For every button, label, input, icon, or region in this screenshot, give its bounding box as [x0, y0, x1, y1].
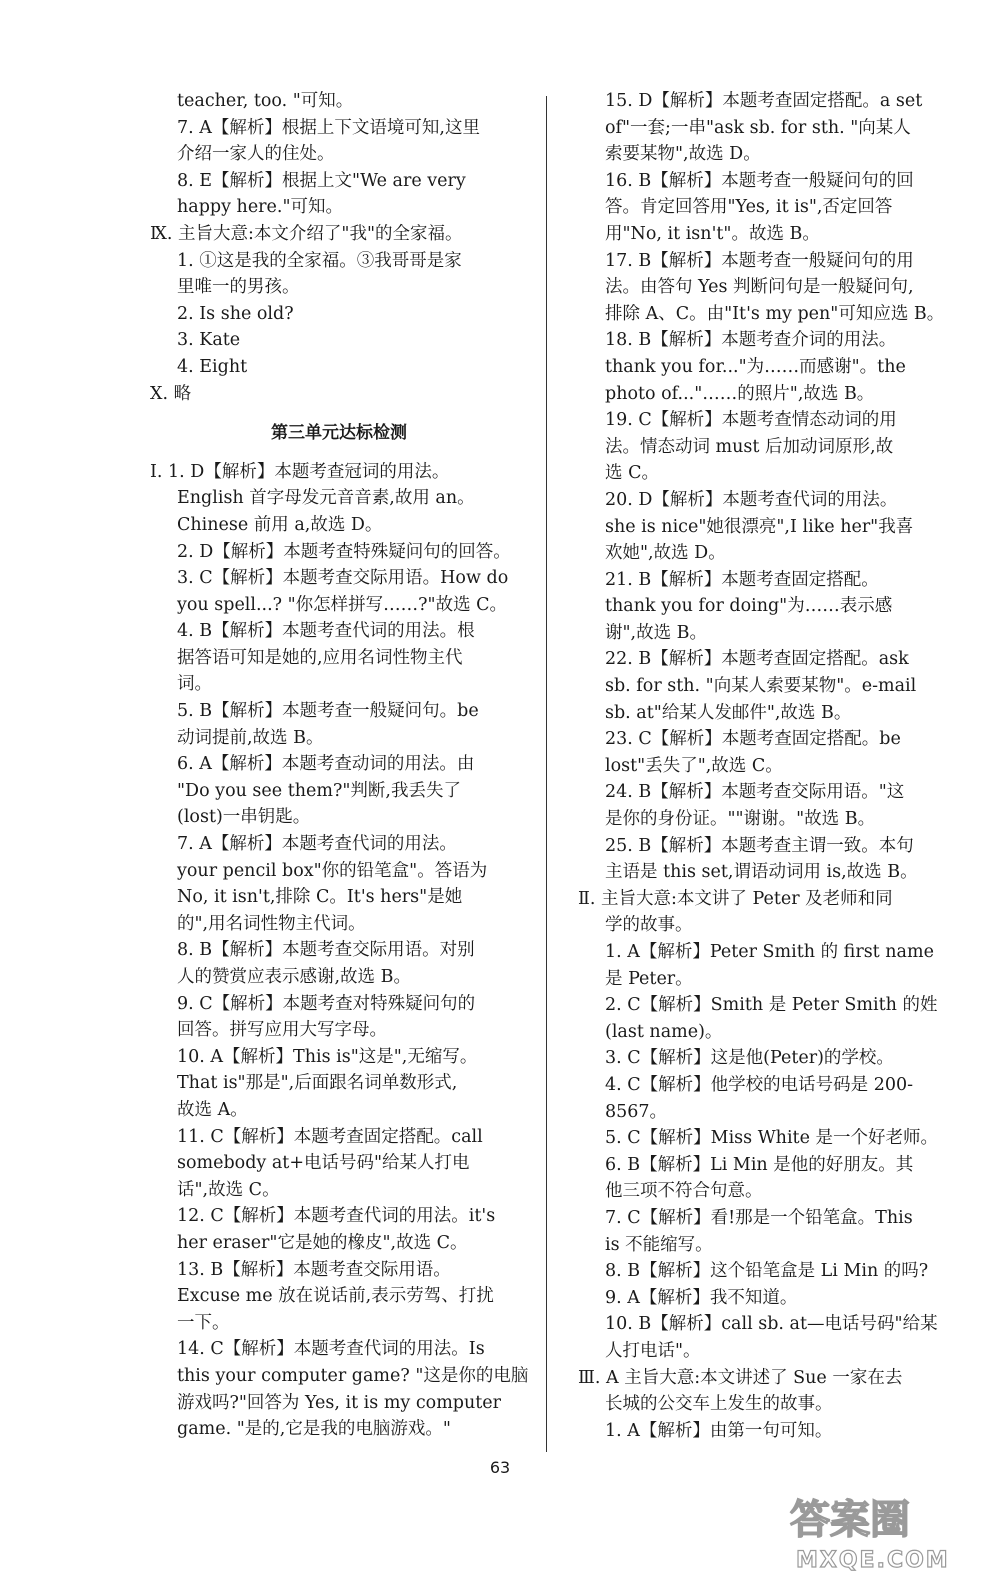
- text-line: 4. C【解析】他学校的电话号码是 200-: [605, 1074, 914, 1095]
- text-line: 11. C【解析】本题考查固定搭配。call: [177, 1126, 483, 1147]
- text-line: 排除 A、C。由"It's my pen"可知应选 B。: [605, 303, 945, 324]
- text-line: 6. B【解析】Li Min 是他的好朋友。其: [605, 1154, 914, 1175]
- text-line: 欢她",故选 D。: [605, 543, 726, 564]
- text-line: 介绍一家人的住处。: [177, 144, 335, 165]
- text-line: Ⅹ. 略: [150, 383, 192, 404]
- text-line: 8. B【解析】本题考查交际用语。对别: [177, 940, 475, 961]
- text-line: thank you for..."为……而感谢"。the: [605, 356, 906, 377]
- text-line: 4. Eight: [177, 356, 248, 377]
- text-line: 12. C【解析】本题考查代词的用法。it's: [177, 1206, 496, 1227]
- text-line: 游戏吗?"回答为 Yes, it is my computer: [177, 1392, 502, 1413]
- text-line: 3. C【解析】本题考查交际用语。How do: [177, 568, 509, 589]
- text-line: 19. C【解析】本题考查情态动词的用: [605, 410, 897, 431]
- text-line: 长城的公交车上发生的故事。: [605, 1394, 833, 1415]
- text-line: teacher, too. "可知。: [177, 91, 354, 111]
- text-line: sb. at"给某人发邮件",故选 B。: [605, 702, 852, 723]
- text-line: Ⅲ. A 主旨大意:本文讲述了 Sue 一家在去: [578, 1367, 903, 1388]
- text-line: sb. for sth. "向某人索要某物"。e-mail: [605, 676, 917, 697]
- text-line: 2. C【解析】Smith 是 Peter Smith 的姓: [605, 995, 938, 1016]
- text-line: "Do you see them?"判断,我丢失了: [177, 780, 461, 801]
- text-line: Chinese 前用 a,故选 D。: [177, 514, 383, 535]
- text-line: 23. C【解析】本题考查固定搭配。be: [605, 729, 901, 750]
- text-line: 据答语可知是她的,应用名词性物主代: [177, 647, 463, 668]
- left-bottom-block: [150, 459, 528, 1443]
- text-line: 是 Peter。: [605, 968, 693, 989]
- text-line: That is"那是",后面跟名词单数形式,: [177, 1073, 458, 1094]
- text-line: 答。肯定回答用"Yes, it is",否定回答: [605, 197, 893, 218]
- text-line: 5. B【解析】本题考查一般疑问句。be: [177, 701, 479, 722]
- text-line: somebody at+电话号码"给某人打电: [177, 1153, 470, 1174]
- text-line: 人打电话"。: [605, 1340, 701, 1361]
- text-line: 法。情态动词 must 后加动词原形,故: [605, 436, 894, 457]
- text-line: is 不能缩写。: [605, 1234, 713, 1255]
- right-column: [578, 88, 950, 1444]
- text-line: 2. Is she old?: [177, 303, 294, 324]
- text-line: 22. B【解析】本题考查固定搭配。ask: [605, 649, 909, 670]
- text-line: 8. E【解析】根据上文"We are very: [177, 170, 466, 191]
- text-line: 24. B【解析】本题考查交际用语。"这: [605, 782, 905, 803]
- text-line: 17. B【解析】本题考查一般疑问句的用: [605, 250, 914, 271]
- left-top-block: [150, 88, 528, 407]
- watermark-logo: [784, 1485, 980, 1575]
- text-line: happy here."可知。: [177, 197, 344, 218]
- text-line: 人的赞赏应表示感谢,故选 B。: [177, 967, 411, 987]
- text-line: her eraser"它是她的橡皮",故选 C。: [177, 1232, 468, 1253]
- text-line: 18. B【解析】本题考查介词的用法。: [605, 330, 897, 351]
- text-line: 3. C【解析】这是他(Peter)的学校。: [605, 1048, 894, 1069]
- text-line: 10. A【解析】This is"这是",无缩写。: [177, 1046, 478, 1067]
- text-line: 里唯一的男孩。: [177, 277, 300, 298]
- text-line: photo of..."……的照片",故选 B。: [605, 383, 875, 404]
- text-line: thank you for doing"为……表示感: [605, 596, 893, 617]
- column-divider: [546, 96, 547, 1452]
- text-line: 选 C。: [605, 463, 659, 484]
- page-number: 63: [489, 1458, 511, 1477]
- text-line: 7. A【解析】根据上下文语境可知,这里: [177, 117, 480, 138]
- watermark-url: MXQE.COM: [796, 1548, 950, 1573]
- text-line: 9. C【解析】本题考查对特殊疑问句的: [177, 993, 476, 1014]
- text-line: 是你的身份证。""谢谢。"故选 B。: [605, 809, 876, 830]
- text-line: 动词提前,故选 B。: [177, 727, 324, 748]
- text-line: 学的故事。: [605, 915, 693, 936]
- text-line: 1. A【解析】由第一句可知。: [605, 1420, 833, 1441]
- watermark-logo-text: 答案圈: [790, 1497, 910, 1543]
- text-line: 的",用名词性物主代词。: [177, 913, 366, 934]
- text-line: your pencil box"你的铅笔盒"。答语为: [177, 860, 488, 881]
- text-line: 用"No, it isn't"。故选 B。: [605, 223, 820, 244]
- text-line: 1. ①这是我的全家福。③我哥哥是家: [177, 250, 462, 271]
- text-line: 1. A【解析】Peter Smith 的 first name: [605, 942, 934, 962]
- right-block: [578, 88, 950, 1444]
- text-line: 法。由答句 Yes 判断问句是一般疑问句,: [605, 277, 914, 298]
- text-line: game. "是的,它是我的电脑游戏。": [177, 1419, 451, 1440]
- text-line: 回答。拼写应用大写字母。: [177, 1020, 387, 1041]
- text-line: 话",故选 C。: [177, 1179, 280, 1200]
- text-line: you spell...? "你怎样拼写……?"故选 C。: [177, 594, 508, 615]
- text-line: 他三项不符合句意。: [605, 1181, 763, 1202]
- text-line: 25. B【解析】本题考查主谓一致。本句: [605, 835, 914, 856]
- text-line: English 首字母发元音音素,故用 an。: [177, 488, 475, 509]
- text-line: 谢",故选 B。: [605, 622, 708, 643]
- text-line: Excuse me 放在说话前,表示劳驾、打扰: [177, 1286, 494, 1307]
- text-line: 15. D【解析】本题考查固定搭配。a set: [605, 91, 923, 111]
- text-line: 21. B【解析】本题考查固定搭配。: [605, 569, 879, 590]
- left-column: [150, 88, 528, 1443]
- text-line: Ⅱ. 主旨大意:本文讲了 Peter 及老师和同: [578, 888, 893, 909]
- text-line: 8. B【解析】这个铅笔盒是 Li Min 的吗?: [605, 1261, 929, 1282]
- text-line: 10. B【解析】call sb. at—电话号码"给某: [605, 1314, 938, 1335]
- watermark-graphic: [784, 1485, 980, 1575]
- text-line: Ⅸ. 主旨大意:本文介绍了"我"的全家福。: [150, 223, 463, 244]
- text-line: No, it isn't,排除 C。It's hers"是她: [177, 887, 463, 908]
- text-line: 16. B【解析】本题考查一般疑问句的回: [605, 170, 914, 191]
- text-line: 2. D【解析】本题考查特殊疑问句的回答。: [177, 541, 511, 562]
- text-line: Ⅰ. 1. D【解析】本题考查冠词的用法。: [150, 461, 450, 482]
- text-line: she is nice"她很漂亮",I like her"我喜: [605, 516, 914, 537]
- text-line: 故选 A。: [177, 1099, 248, 1120]
- text-line: (last name)。: [605, 1021, 723, 1042]
- text-line: 一下。: [177, 1312, 230, 1333]
- text-line: lost"丢失了",故选 C。: [605, 755, 783, 776]
- text-line: 索要某物",故选 D。: [605, 144, 761, 165]
- text-line: 7. C【解析】看!那是一个铅笔盒。This: [605, 1207, 913, 1228]
- text-line: 5. C【解析】Miss White 是一个好老师。: [605, 1128, 938, 1149]
- text-line: 7. A【解析】本题考查代词的用法。: [177, 834, 457, 855]
- section-title: 第三单元达标检测: [271, 423, 407, 444]
- text-line: 20. D【解析】本题考查代词的用法。: [605, 489, 898, 510]
- text-line: 4. B【解析】本题考查代词的用法。根: [177, 621, 475, 642]
- text-line: 9. A【解析】我不知道。: [605, 1287, 798, 1308]
- text-line: 14. C【解析】本题考查代词的用法。Is: [177, 1339, 485, 1360]
- text-line: 3. Kate: [177, 330, 241, 351]
- text-line: 8567。: [605, 1101, 668, 1122]
- text-line: 主语是 this set,谓语动词用 is,故选 B。: [605, 862, 918, 883]
- text-line: 13. B【解析】本题考查交际用语。: [177, 1259, 451, 1280]
- text-line: this your computer game? "这是你的电脑: [177, 1365, 528, 1386]
- text-line: (lost)一串钥匙。: [177, 807, 311, 828]
- text-line: 词。: [177, 674, 212, 695]
- text-line: of"一套;一串"ask sb. for sth. "向某人: [605, 117, 911, 138]
- text-line: 6. A【解析】本题考查动词的用法。由: [177, 754, 475, 775]
